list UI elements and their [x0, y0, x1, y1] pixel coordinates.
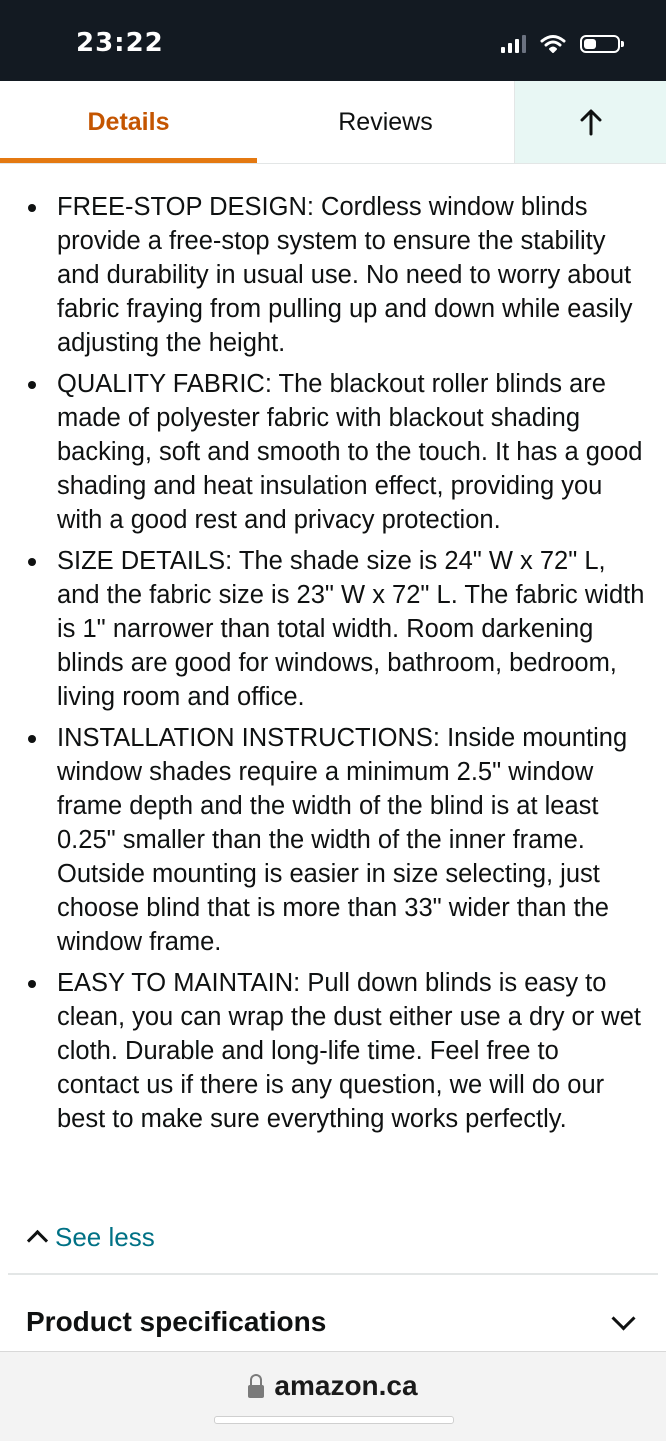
list-item	[26, 190, 646, 360]
bullet-text: FREE-STOP DESIGN: Cordless window blinds provide a free-stop system to ensure the stability and durability in usual use. No need to worry about fabric fraying from pulling up and down while easily adjusting the height.	[57, 193, 633, 357]
bullet-icon	[28, 980, 36, 988]
list-item	[26, 966, 646, 1136]
active-tab-indicator	[0, 158, 257, 163]
product-details-list	[26, 190, 646, 1143]
arrow-up-icon	[579, 108, 603, 136]
chevron-down-icon	[611, 1306, 635, 1330]
url-text: amazon.ca	[274, 1370, 418, 1401]
scroll-to-top-button[interactable]	[514, 81, 666, 163]
signal-icon	[501, 35, 526, 53]
battery-icon	[580, 35, 620, 53]
home-indicator[interactable]	[214, 1416, 454, 1424]
status-bar	[0, 0, 666, 81]
status-time: 23:22	[76, 28, 164, 58]
browser-address-bar[interactable]	[0, 1351, 666, 1441]
chevron-up-icon	[27, 1229, 48, 1250]
list-item	[26, 367, 646, 537]
bullet-text: QUALITY FABRIC: The blackout roller blinds are made of polyester fabric with blackout shading backing, soft and smooth to the touch. It has a good shading and heat insulation effect, providing you with a good rest and privacy protection.	[57, 370, 643, 534]
bullet-icon	[28, 558, 36, 566]
tab-reviews[interactable]	[257, 81, 514, 163]
see-less-link[interactable]	[26, 1220, 155, 1254]
tab-bar	[0, 81, 666, 164]
url-display[interactable]	[0, 1366, 666, 1406]
see-less-label: See less	[55, 1221, 155, 1252]
list-item	[26, 721, 646, 959]
wifi-icon	[540, 34, 566, 54]
divider	[8, 1273, 658, 1275]
product-specifications-title: Product specifications	[26, 1306, 327, 1337]
lock-icon	[248, 1385, 264, 1398]
tab-details[interactable]	[0, 81, 257, 163]
status-icons	[501, 33, 620, 55]
bullet-icon	[28, 735, 36, 743]
bullet-icon	[28, 204, 36, 212]
product-specifications-toggle[interactable]	[26, 1300, 636, 1344]
tab-reviews-label: Reviews	[338, 107, 433, 136]
bullet-text: INSTALLATION INSTRUCTIONS: Inside mounting window shades require a minimum 2.5" window frame depth and the width of the blind is at least 0.25" smaller than the width of the inner frame. Outside mounting is easier in size selecting, just choose blind that is more than 33" wider than the window frame.	[57, 724, 628, 956]
bullet-text: SIZE DETAILS: The shade size is 24" W x 72" L, and the fabric size is 23" W x 72" L. The fabric width is 1" narrower than total width. Room darkening blinds are good for windows, bathroom, bedroom, living room and office.	[57, 547, 645, 711]
list-item	[26, 544, 646, 714]
bullet-text: EASY TO MAINTAIN: Pull down blinds is easy to clean, you can wrap the dust either use a dry or wet cloth. Durable and long-life time. Feel free to contact us if there is any question, we will do our best to make sure everything works perfectly.	[57, 969, 641, 1133]
tab-details-label: Details	[87, 107, 170, 136]
bullet-icon	[28, 381, 36, 389]
